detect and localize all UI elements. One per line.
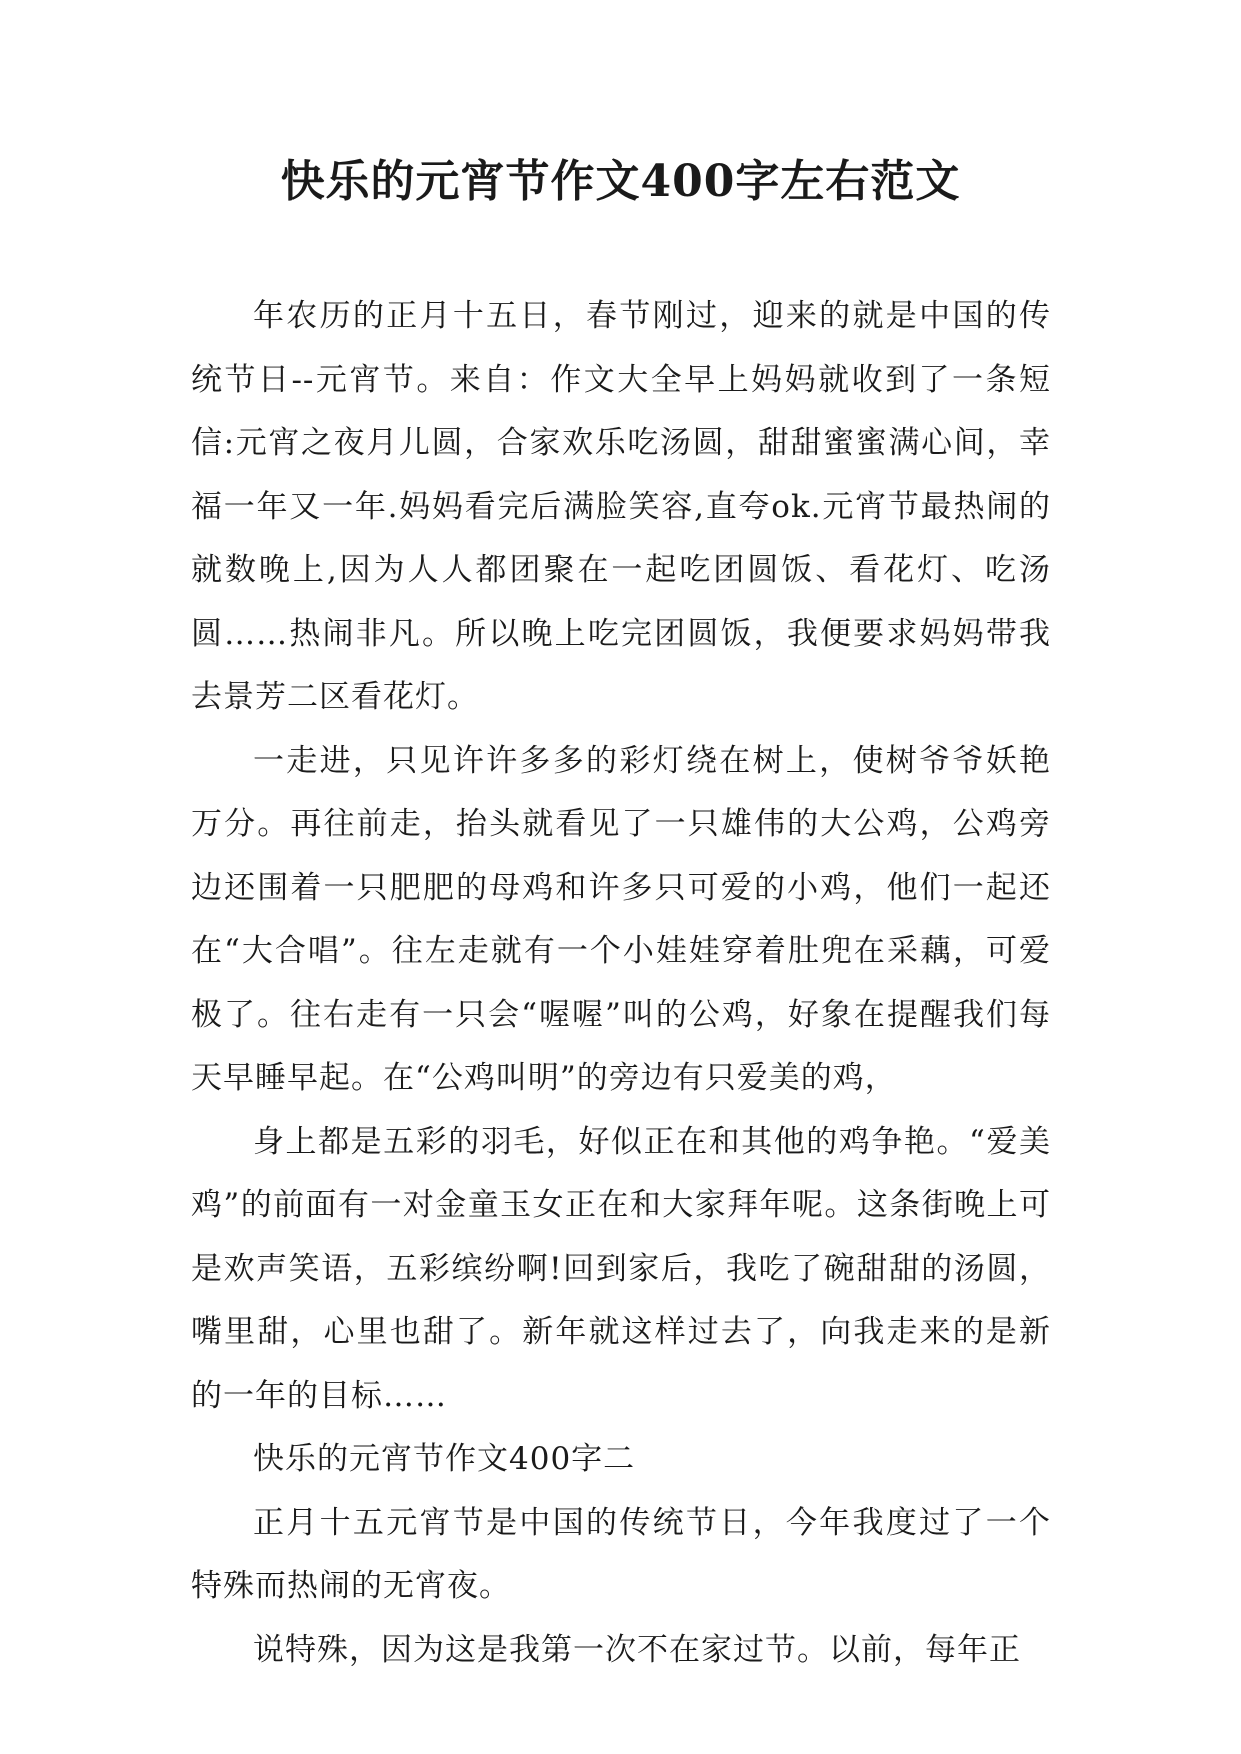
- paragraph: 正月十五元宵节是中国的传统节日，今年我度过了一个特殊而热闹的无宵夜。: [191, 1504, 1051, 1604]
- document-title: 快乐的元宵节作文400字左右范文: [280, 156, 961, 207]
- document-body: [191, 285, 1051, 1682]
- section-heading: 快乐的元宵节作文400字二: [253, 1441, 636, 1477]
- paragraph: 身上都是五彩的羽毛，好似正在和其他的鸡争艳。“爱美鸡”的前面有一对金童玉女正在和大家拜年呢。这条街晚上可是欢声笑语，五彩缤纷啊!回到家后，我吃了碗甜甜的汤圆，嘴里甜，心里也甜了。新年就这样过去了，向我走来的是新的一年的目标……: [191, 1123, 1051, 1414]
- paragraph: 一走进，只见许许多多的彩灯绕在树上，使树爷爷妖艳万分。再往前走，抬头就看见了一只雄伟的大公鸡，公鸡旁边还围着一只肥肥的母鸡和许多只可爱的小鸡，他们一起还在“大合唱”。往左走就有一个小娃娃穿着肚兜在采藕，可爱极了。往右走有一只会“喔喔”叫的公鸡，好象在提醒我们每天早睡早起。在“公鸡叫明”的旁边有只爱美的鸡，: [191, 742, 1051, 1096]
- paragraph: 说特殊，因为这是我第一次不在家过节。以前，每年正: [253, 1631, 1021, 1668]
- paragraph: 年农历的正月十五日，春节刚过，迎来的就是中国的传统节日--元宵节。来自：作文大全早上妈妈就收到了一条短信:元宵之夜月儿圆，合家欢乐吃汤圆，甜甜蜜蜜满心间，幸福一年又一年.妈妈看完后满脸笑容,直夸ok.元宵节最热闹的就数晚上,因为人人都团聚在一起吃团圆饭、看花灯、吃汤圆……热闹非凡。所以晚上吃完团圆饭，我便要求妈妈带我去景芳二区看花灯。: [191, 298, 1051, 715]
